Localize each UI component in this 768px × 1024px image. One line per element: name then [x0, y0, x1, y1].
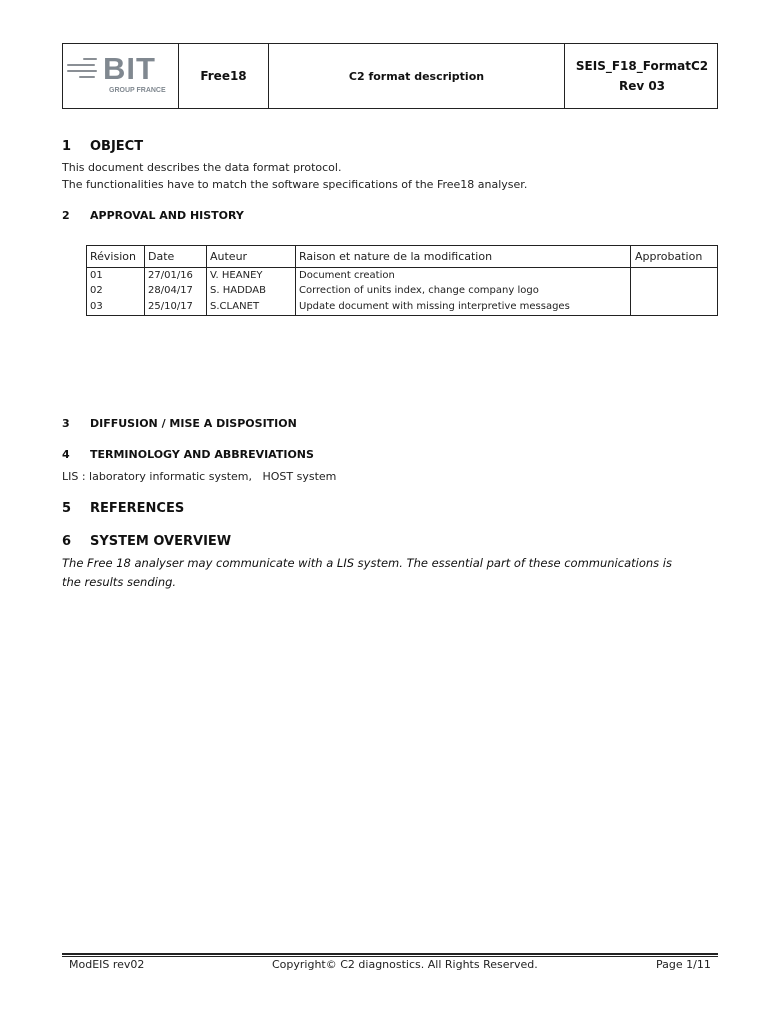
section-2-title: APPROVAL AND HISTORY — [90, 209, 244, 222]
section-3-title: DIFFUSION / MISE A DISPOSITION — [90, 417, 297, 430]
table-row-1-revision: 01 — [90, 270, 103, 281]
footer-copyright: Copyright© C2 diagnostics. All Rights Reserved. — [272, 958, 538, 971]
section-4-title: TERMINOLOGY AND ABBREVIATIONS — [90, 448, 314, 461]
company-logo-subtitle: GROUP FRANCE — [109, 87, 166, 94]
logo-cell — [63, 44, 179, 108]
footer-model-ref: ModEIS rev02 — [69, 958, 145, 971]
logo-lines-icon — [67, 58, 97, 78]
history-table — [86, 245, 718, 316]
table-row-2-date: 28/04/17 — [148, 285, 193, 296]
section-4-text: LIS : laboratory informatic system, HOST system — [62, 470, 337, 483]
section-1-number: 1 — [62, 139, 72, 154]
product-name: Free18 — [200, 69, 247, 83]
history-header-date: Date — [148, 250, 175, 263]
document-revision: Rev 03 — [618, 79, 666, 93]
footer-divider-thin — [62, 956, 718, 957]
footer-divider — [62, 953, 718, 955]
section-6-title: SYSTEM OVERVIEW — [90, 534, 232, 549]
table-row-1-author: V. HEANEY — [210, 270, 263, 281]
table-row-1-reason: Document creation — [299, 270, 395, 281]
section-1-title: OBJECT — [90, 139, 144, 154]
table-row-3-date: 25/10/17 — [148, 301, 193, 312]
document-title: C2 format description — [348, 70, 485, 83]
table-row-2-reason: Correction of units index, change company logo — [299, 285, 539, 296]
history-header-author: Auteur — [210, 250, 248, 263]
section-6-line-1: The Free 18 analyser may communicate with a LIS system. The essential part of these communications is — [62, 556, 672, 570]
section-6-number: 6 — [62, 534, 72, 549]
table-row-2-revision: 02 — [90, 285, 103, 296]
company-logo: BIT — [103, 51, 156, 86]
reference-cell — [565, 44, 719, 108]
history-header-reason: Raison et nature de la modification — [299, 250, 493, 263]
section-5-title: REFERENCES — [90, 501, 185, 516]
title-cell — [269, 44, 565, 108]
table-row-2-author: S. HADDAB — [210, 285, 266, 296]
section-2-number: 2 — [62, 209, 70, 222]
section-3-number: 3 — [62, 417, 70, 430]
history-header-revision: Révision — [90, 250, 136, 263]
footer-page-number: Page 1/11 — [656, 958, 711, 971]
table-row-1-date: 27/01/16 — [148, 270, 193, 281]
section-4-number: 4 — [62, 448, 70, 461]
table-row-3-revision: 03 — [90, 301, 103, 312]
document-reference: SEIS_F18_FormatC2 — [575, 59, 709, 73]
product-cell — [179, 44, 269, 108]
history-header-approval: Approbation — [635, 250, 703, 263]
section-1-line-1: This document describes the data format protocol. — [62, 161, 342, 174]
section-1-line-2: The functionalities have to match the software specifications of the Free18 analyser. — [62, 178, 528, 191]
document-header — [62, 43, 718, 109]
table-row-3-reason: Update document with missing interpretive messages — [299, 301, 570, 312]
table-row-3-author: S.CLANET — [210, 301, 260, 312]
section-6-line-2: the results sending. — [62, 575, 177, 589]
section-5-number: 5 — [62, 501, 72, 516]
